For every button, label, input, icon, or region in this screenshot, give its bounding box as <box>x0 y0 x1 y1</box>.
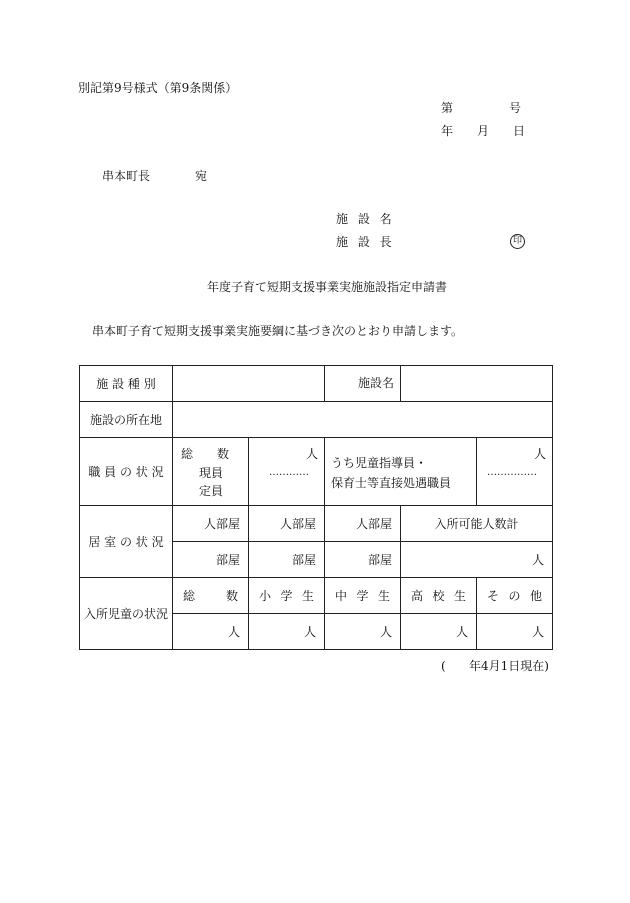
location-label: 施設の所在地 <box>80 402 173 438</box>
room-type-2[interactable]: 人部屋 <box>249 506 325 542</box>
row-facility-type <box>80 366 553 402</box>
childcare-staff-divider: …………… <box>487 467 537 478</box>
applicant-facility-name-label: 施 設 名 <box>336 212 395 226</box>
staff-label: 職 員 の 状 況 <box>80 438 173 506</box>
document-title: 年度子育て短期支援事業実施施設指定申請書 <box>207 280 448 294</box>
childcare-staff-count-field[interactable] <box>477 438 553 506</box>
children-label: 入所児童の状況 <box>80 578 173 650</box>
children-count-other[interactable]: 人 <box>477 614 553 650</box>
facility-type-field[interactable] <box>173 366 325 402</box>
day-label: 日 <box>513 124 526 138</box>
staff-total-label: 総 数 <box>181 447 230 461</box>
children-count-high-school[interactable]: 人 <box>401 614 477 650</box>
childcare-staff-label-1: うち児童指導員・ <box>331 456 428 470</box>
capacity-label: 入所可能人数計 <box>401 506 553 542</box>
seal-mark: 印 <box>510 234 525 249</box>
row-location <box>80 402 553 438</box>
children-header-other: そ の 他 <box>477 578 553 614</box>
children-header-junior-high: 中 学 生 <box>325 578 401 614</box>
rooms-label: 居 室 の 状 況 <box>80 506 173 578</box>
staff-quota-label: 定員 <box>199 484 224 498</box>
month-label: 月 <box>477 124 490 138</box>
row-children-headers <box>80 578 553 614</box>
facility-name-cell-label: 施設名 <box>358 376 395 390</box>
number-label: 第 <box>441 101 454 115</box>
footer-open-paren: ( <box>441 659 446 673</box>
row-staff <box>80 438 553 506</box>
childcare-staff-unit: 人 <box>533 447 546 461</box>
staff-total-cell <box>173 438 249 506</box>
facility-type-label: 施 設 種 別 <box>80 366 173 402</box>
year-label: 年 <box>441 124 454 138</box>
children-count-total[interactable]: 人 <box>173 614 249 650</box>
children-header-elementary: 小 学 生 <box>249 578 325 614</box>
room-type-3[interactable]: 人部屋 <box>325 506 401 542</box>
room-count-1[interactable]: 部屋 <box>173 542 249 578</box>
children-header-high-school: 高 校 生 <box>401 578 477 614</box>
room-type-1[interactable]: 人部屋 <box>173 506 249 542</box>
facility-name-field[interactable] <box>401 366 553 402</box>
room-count-2[interactable]: 部屋 <box>249 542 325 578</box>
capacity-field[interactable]: 人 <box>401 542 553 578</box>
addressee-suffix: 宛 <box>195 169 208 183</box>
children-count-junior-high[interactable]: 人 <box>325 614 401 650</box>
childcare-staff-label-cell <box>325 438 477 506</box>
footer-as-of-date: 年4月1日現在) <box>469 659 549 673</box>
children-header-total: 総 数 <box>173 578 249 614</box>
number-suffix: 号 <box>509 101 522 115</box>
application-table <box>79 365 553 650</box>
staff-current-label: 現員 <box>199 466 224 480</box>
childcare-staff-label-2: 保育士等直接処遇職員 <box>331 476 452 490</box>
applicant-facility-head-label: 施 設 長 <box>336 235 395 249</box>
staff-count-unit: 人 <box>305 447 318 461</box>
staff-count-field[interactable] <box>249 438 325 506</box>
staff-count-divider: ………… <box>269 467 309 478</box>
intro-text: 串本町子育て短期支援事業実施要綱に基づき次のとおり申請します。 <box>92 324 464 338</box>
room-count-3[interactable]: 部屋 <box>325 542 401 578</box>
addressee-name: 串本町長 <box>102 169 151 183</box>
children-count-elementary[interactable]: 人 <box>249 614 325 650</box>
location-field[interactable] <box>173 402 553 438</box>
form-reference: 別記第9号様式（第9条関係） <box>78 81 238 95</box>
row-rooms-1 <box>80 506 553 542</box>
